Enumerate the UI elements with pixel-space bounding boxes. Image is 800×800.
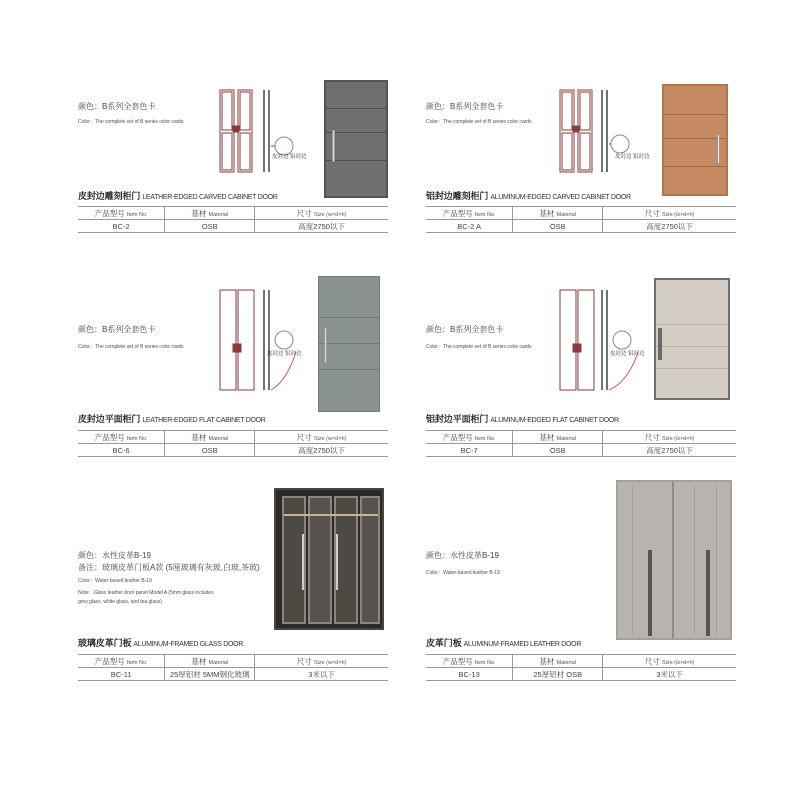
item-no: BC-13 (426, 668, 513, 681)
color-label-en: Color：Water-based leather B-19 (426, 570, 500, 576)
spec-table: 产品型号 Item No. 基材 Material 尺寸 Size (w×d×h) BC-6 OSB 高度2750以下 (78, 430, 388, 457)
handle (717, 134, 720, 164)
size: 高度2750以下 (255, 220, 388, 233)
material: OSB (513, 444, 603, 457)
handle (332, 130, 335, 162)
glass-door-photo (274, 488, 384, 630)
panel-line (319, 369, 379, 370)
product-title: 皮封边雕刻柜门 LEATHER-EDGED CARVED CABINET DOOR (78, 191, 278, 201)
material: OSB (165, 220, 255, 233)
door-photo (654, 278, 730, 400)
color-label: 颜色：B系列全套色卡 (78, 102, 156, 111)
leaf-groove (632, 486, 633, 634)
size: 3米以下 (603, 668, 736, 681)
panel-line (656, 324, 728, 325)
product-title: 铝封边雕刻柜门 ALUMINUM-EDGED CARVED CABINET DOOR (426, 191, 631, 201)
note-label-en: grey glass, white glass, and tea glass) (78, 599, 162, 605)
product-card-bc-2a (426, 76, 736, 286)
color-label-en: Color：The complete set of B series color cards (78, 119, 184, 125)
size: 高度2750以下 (255, 444, 388, 457)
material: 25厚铝材 5MM钢化玻璃 (165, 668, 255, 681)
product-card-bc-2 (78, 76, 388, 286)
leaf-groove (694, 486, 695, 634)
spec-table: 产品型号 Item No. 基材 Material 尺寸 Size (w×d×h) BC-2 A OSB 高度2750以下 (426, 206, 736, 233)
panel-line (319, 343, 379, 344)
carved-groove (326, 160, 386, 161)
edge-callout: 皮封边 铝封边 (615, 154, 650, 160)
size: 高度2750以下 (603, 444, 736, 457)
panel-line (319, 317, 379, 318)
color-label-en: Color：The complete set of B series color cards (426, 344, 532, 350)
carved-door-drawing (218, 86, 308, 178)
carved-groove (664, 166, 726, 167)
product-card-bc-13 (426, 476, 736, 686)
size: 3米以下 (255, 668, 388, 681)
carved-door-drawing (556, 86, 656, 178)
color-label-en: Color：The complete set of B series color cards (78, 344, 184, 350)
product-card-bc-6 (78, 276, 388, 486)
material: OSB (165, 444, 255, 457)
color-label-en: Color：The complete set of B series color cards (426, 119, 532, 125)
handle (706, 550, 710, 636)
spec-table: 产品型号 Item No. 基材 Material 尺寸 Size (w×d×h) BC-2 OSB 高度2750以下 (78, 206, 388, 233)
color-label: 颜色：B系列全套色卡 (78, 325, 156, 334)
handle (302, 534, 304, 590)
spec-table: 产品型号 Item No. 基材 Material 尺寸 Size (w×d×h) BC-13 25厚铝材 OSB 3米以下 (426, 654, 736, 681)
item-no: BC-7 (426, 444, 513, 457)
carved-groove (326, 108, 386, 109)
door-leaf (618, 482, 674, 638)
edge-callout: 皮封边 铝封边 (267, 351, 302, 357)
product-title: 玻璃皮革门板 ALUMINUM-FRAMED GLASS DOOR (78, 638, 244, 648)
leaf-groove (716, 486, 717, 634)
product-card-bc-7 (426, 276, 736, 486)
door-photo (662, 84, 728, 196)
item-no: BC-11 (78, 668, 165, 681)
panel-line (656, 368, 728, 369)
color-label: 颜色：水性皮革B-19 (426, 551, 499, 560)
edge-callout: 皮封边 铝封边 (272, 154, 307, 160)
handle (336, 534, 338, 590)
product-card-bc-11 (78, 488, 388, 698)
edge-callout: 皮封边 铝封边 (610, 351, 645, 357)
handle (648, 550, 652, 636)
item-no: BC-2 (78, 220, 165, 233)
door-photo (324, 80, 388, 198)
color-label: 颜色：水性皮革B-19 (78, 551, 151, 560)
item-no: BC-6 (78, 444, 165, 457)
handle (658, 328, 662, 360)
material: 25厚铝材 OSB (513, 668, 603, 681)
leather-door-photo (616, 480, 732, 640)
carved-groove (326, 132, 386, 133)
flat-door-drawing (556, 286, 656, 398)
spec-table: 产品型号 Item No. 基材 Material 尺寸 Size (w×d×h) BC-7 OSB 高度2750以下 (426, 430, 736, 457)
material: OSB (513, 220, 603, 233)
flat-door-drawing (216, 286, 316, 398)
product-title: 皮封边平面柜门 LEATHER-EDGED FLAT CABINET DOOR (78, 414, 266, 424)
door-photo (318, 276, 380, 412)
color-label: 颜色：B系列全套色卡 (426, 102, 504, 111)
color-label: 颜色：B系列全套色卡 (426, 325, 504, 334)
note-label-en: Note：Glass leather door panel Model A (5mm glass includes (78, 590, 214, 596)
carved-groove (664, 114, 726, 115)
product-title: 铝封边平面柜门 ALUMINUM-EDGED FLAT CABINET DOOR (426, 414, 619, 424)
color-label-en: Color：Water-based leather B-19 (78, 578, 152, 584)
size: 高度2750以下 (603, 220, 736, 233)
panel-line (656, 346, 728, 347)
item-no: BC-2 A (426, 220, 513, 233)
spec-table: 产品型号 Item No. 基材 Material 尺寸 Size (w×d×h) BC-11 25厚铝材 5MM钢化玻璃 3米以下 (78, 654, 388, 681)
product-title: 皮革门板 ALUMINUM-FRAMED LEATHER DOOR (426, 638, 582, 648)
light-strip (284, 514, 378, 516)
note-label: 备注：玻璃皮革门板A款 (5厘玻璃有灰玻,白玻,茶玻) (78, 563, 260, 572)
handle (324, 327, 327, 363)
